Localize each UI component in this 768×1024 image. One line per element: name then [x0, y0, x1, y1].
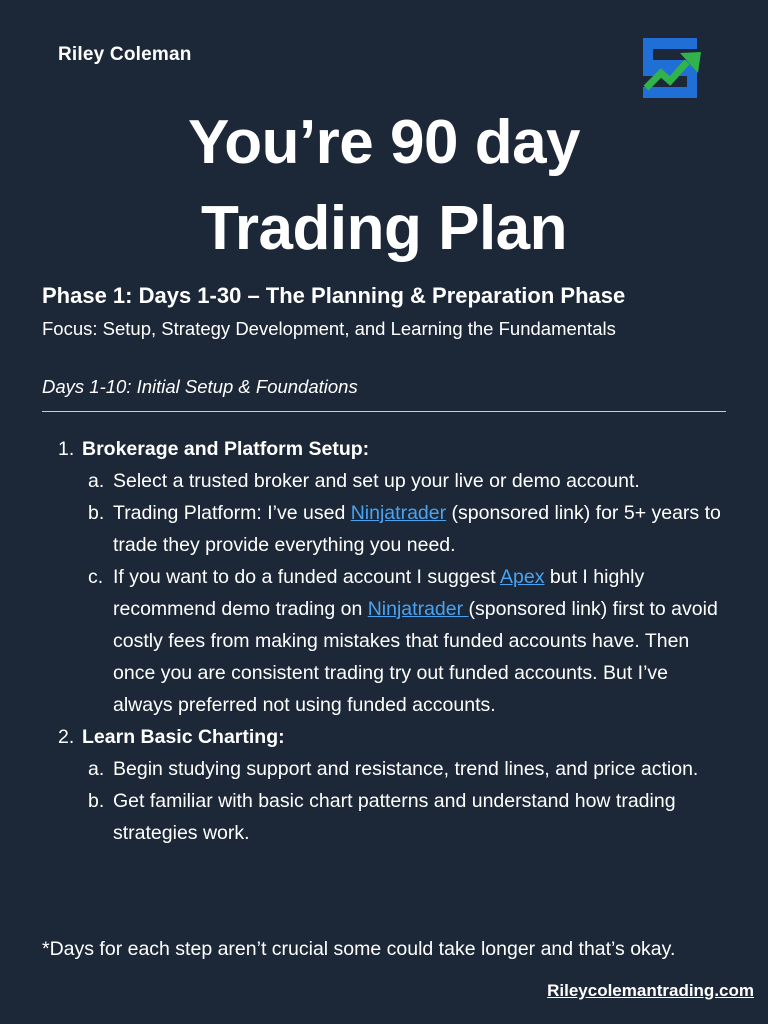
sub-item-text: (sponsored link) first to avoid costly fees from making mistakes that funded accounts have. Then once you are consistent trading try out funded accounts. But I’ve always preferred not using funded accounts. [113, 598, 718, 716]
sub-item-letter: b. [88, 790, 105, 812]
footnote: *Days for each step aren’t crucial some could take longer and that’s okay. [42, 938, 676, 960]
phase-title: Phase 1: Days 1-30 – The Planning & Preparation Phase [42, 283, 626, 308]
ninjatrader-link[interactable]: Ninjatrader [350, 502, 447, 524]
website-link[interactable]: Rileycolemantrading.com [547, 981, 754, 1000]
plan-list [42, 433, 732, 849]
ninjatrader-link-2[interactable]: Ninjatrader [367, 598, 469, 620]
sub-item-letter: a. [88, 758, 105, 780]
author-name: Riley Coleman [58, 44, 192, 65]
sub-item-text: If you want to do a funded account I suggest [113, 566, 501, 588]
list-item-title: Learn Basic Charting: [82, 726, 285, 748]
sub-item-text: (sponsored link) for 5+ years to trade they provide everything you need. [113, 502, 721, 556]
sub-item-text: Begin studying support and resistance, trend lines, and price action. [113, 758, 699, 780]
title-line-1: You’re 90 day [187, 108, 581, 177]
divider [42, 411, 726, 412]
section-heading: Days 1-10: Initial Setup & Foundations [42, 376, 358, 397]
phase-focus: Focus: Setup, Strategy Development, and Learning the Fundamentals [42, 318, 616, 339]
apex-link[interactable]: Apex [500, 566, 545, 588]
page-title [0, 100, 768, 272]
sub-item-2b [42, 785, 732, 849]
list-item-title: Brokerage and Platform Setup: [82, 438, 370, 460]
sub-item-letter: c. [88, 566, 104, 588]
sub-item-letter: b. [88, 502, 105, 524]
sub-item-1a [42, 465, 732, 497]
list-number: 2. [58, 726, 75, 748]
title-line-2: Trading Plan [200, 194, 568, 263]
list-item-1 [42, 433, 732, 465]
sub-item-text: Trading Platform: I’ve used [113, 502, 351, 524]
sub-item-1c [42, 561, 732, 721]
sub-item-text: but I highly recommend demo trading on [113, 566, 645, 620]
sub-item-letter: a. [88, 470, 105, 492]
list-number: 1. [58, 438, 75, 460]
sub-item-text: Get familiar with basic chart patterns and understand how trading strategies work. [113, 790, 676, 844]
sub-item-2a [42, 753, 732, 785]
trading-chart-logo-icon [643, 38, 701, 98]
sub-item-text: Select a trusted broker and set up your live or demo account. [113, 470, 640, 492]
sub-item-1b [42, 497, 732, 561]
list-item-2 [42, 721, 732, 753]
